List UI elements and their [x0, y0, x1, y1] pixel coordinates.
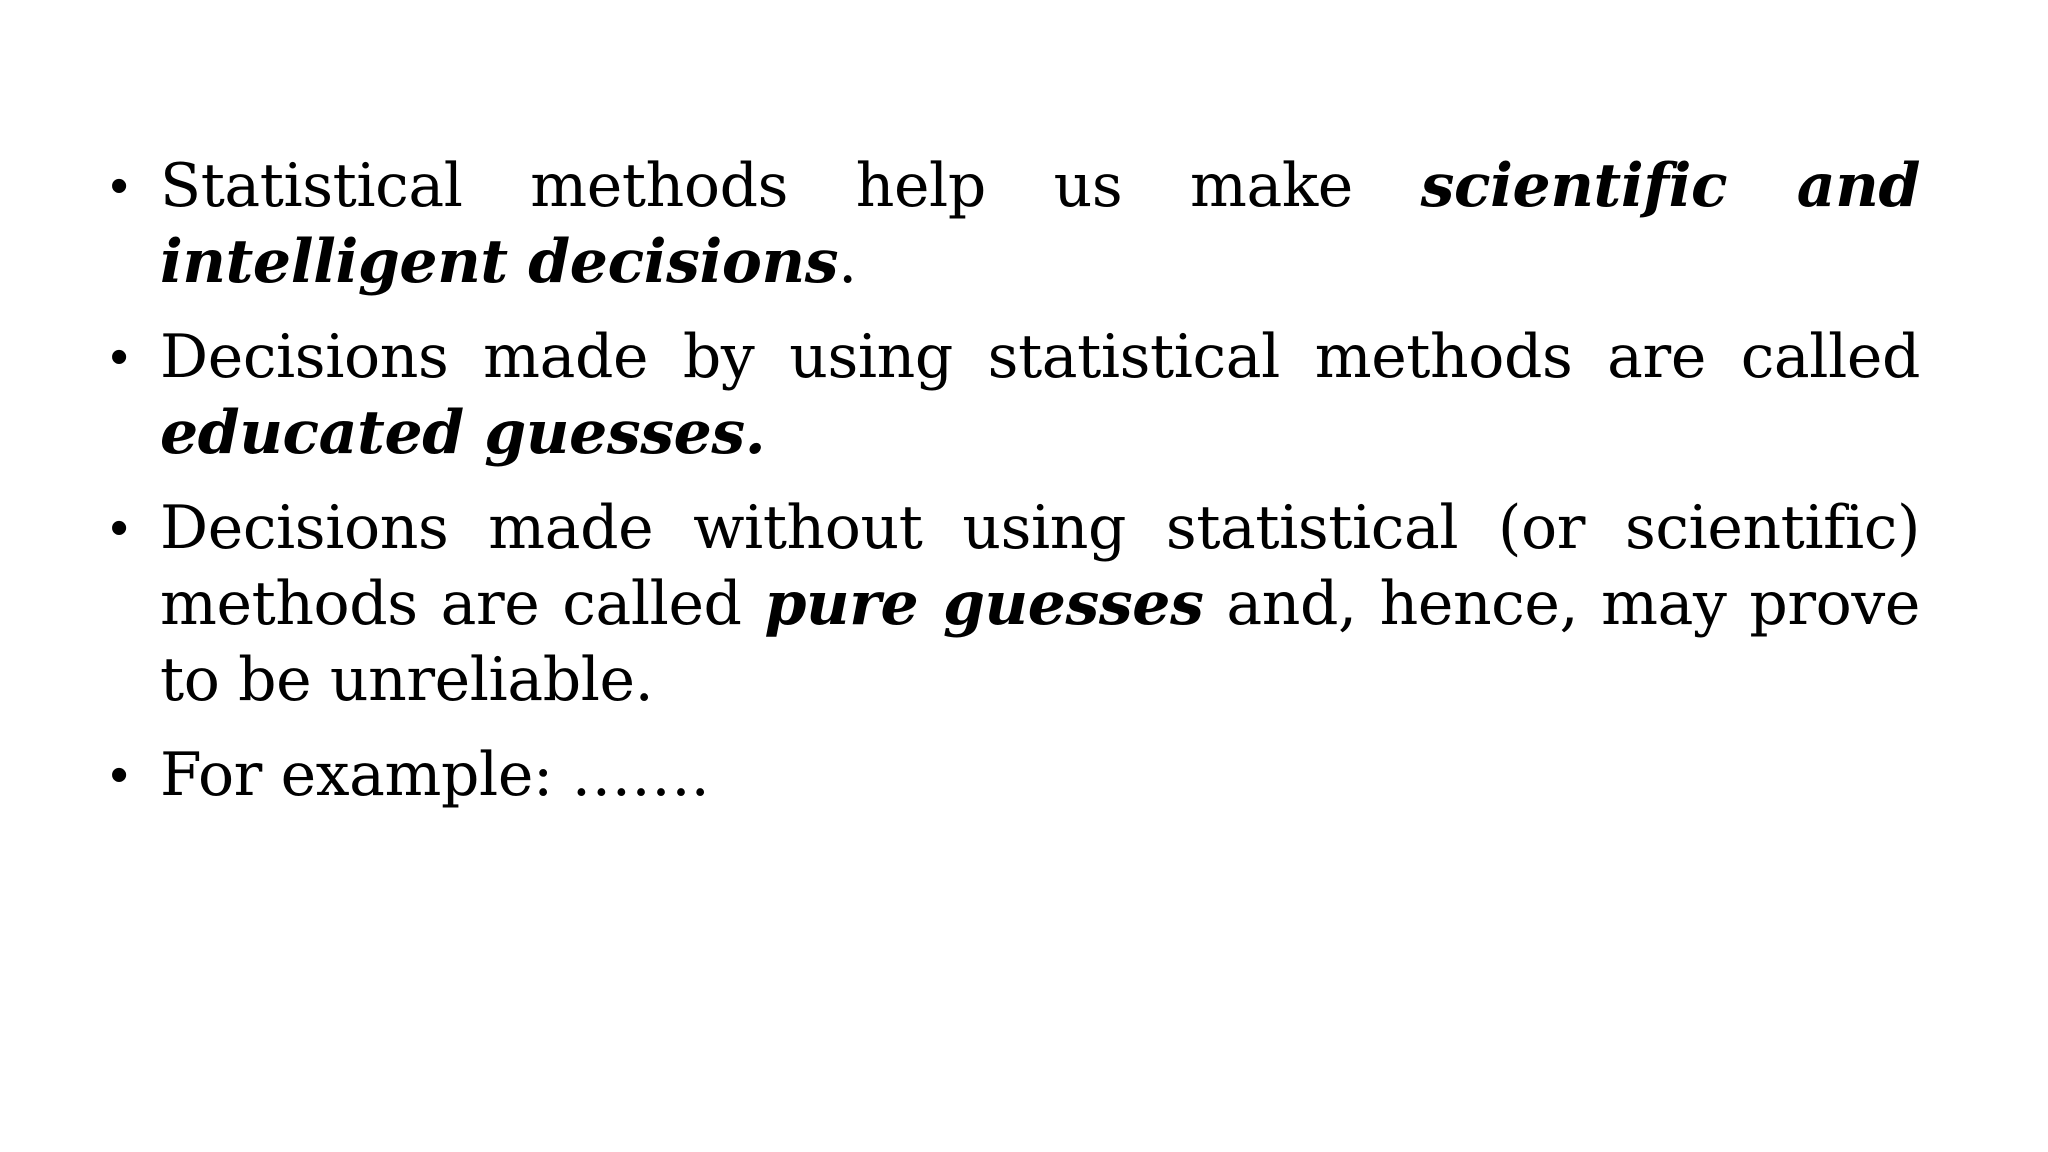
- bullet-text-end: and, hence, may prove to be unreliable.: [160, 569, 1920, 715]
- bullet-item-scientific-decisions: [110, 148, 1920, 300]
- bullet-text-end: .: [838, 227, 857, 297]
- bullet-marker: •: [110, 157, 128, 215]
- bullet-marker: •: [110, 746, 128, 804]
- bullet-emphasis: educated guesses.: [160, 398, 766, 468]
- bullet-marker: •: [110, 328, 128, 386]
- bullet-marker: •: [110, 499, 128, 557]
- bullet-item-for-example: [110, 737, 1920, 813]
- bullet-list: [110, 148, 1920, 832]
- bullet-text: Decisions made by using statistical methods are called: [160, 322, 1920, 392]
- bullet-text: Statistical methods help us make: [160, 151, 1421, 221]
- bullet-emphasis: scientific and intelligent decisions: [160, 151, 1920, 297]
- bullet-item-educated-guesses: [110, 319, 1920, 471]
- bullet-item-pure-guesses: [110, 490, 1920, 718]
- bullet-emphasis: pure guesses: [764, 569, 1204, 639]
- bullet-text: For example: …….: [160, 740, 710, 810]
- bullet-text: Decisions made without using statistical (or scientific) methods are called: [160, 493, 1920, 639]
